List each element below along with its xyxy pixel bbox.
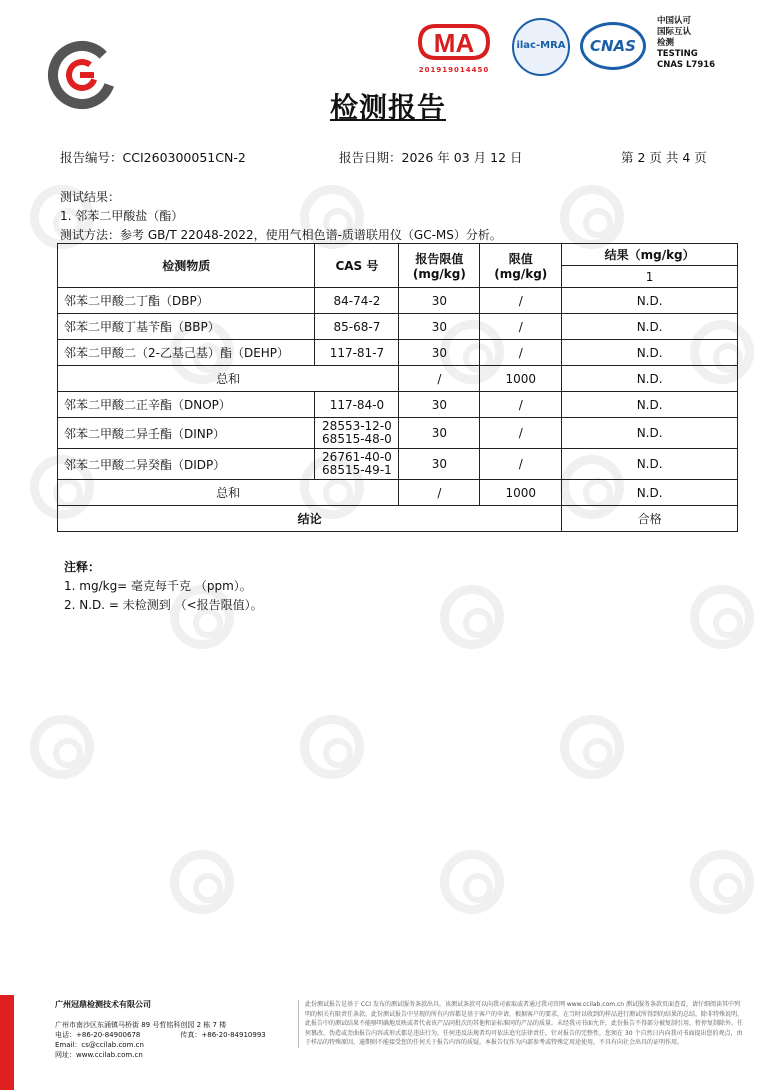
ma-cert-mark — [416, 22, 492, 72]
table-header-row — [58, 244, 738, 266]
table-row: 邻苯二甲酸二丁酯（DBP） 84-74-2 30 / N.D. — [58, 288, 738, 314]
footer-contact: 广州冠鼎检测技术有限公司 广州市南沙区东涌镇马桥街 89 号哲铭科创园 2 栋 7 楼 电话：+86-20-84900678 传真：+86-20-84910993 Email：cs@ccilab.com.cn 网址：www.ccilab.com.cn — [55, 1000, 266, 1059]
results-table — [57, 243, 738, 532]
report-number: 报告编号：CCI260300051CN-2 — [60, 150, 246, 165]
table-row: 邻苯二甲酸丁基苄酯（BBP） 85-68-7 30 / N.D. — [58, 314, 738, 340]
svg-text:MA: MA — [433, 28, 475, 58]
test-item: 1. 邻苯二甲酸盐（酯） — [60, 209, 184, 223]
table-row: 邻苯二甲酸二异壬酯（DINP） 28553-12-0 68515-48-0 30 / N.D. — [58, 418, 738, 449]
table-row: 邻苯二甲酸二（2-乙基己基）酯（DEHP） 117-81-7 30 / N.D. — [58, 340, 738, 366]
notes-title: 注释： — [64, 560, 101, 574]
header-limit: 限值 (mg/kg) — [480, 244, 562, 288]
page-title: 检测报告 — [329, 91, 446, 124]
header-reporting-limit: 报告限值 (mg/kg) — [399, 244, 480, 288]
note-2: 2. N.D. = 未检测到 （<报告限值）。 — [64, 598, 263, 612]
header-result: 结果（mg/kg） — [562, 244, 738, 266]
table-row: 邻苯二甲酸二正辛酯（DNOP） 117-84-0 30 / N.D. — [58, 392, 738, 418]
sum-row: 总和 / 1000 N.D. — [58, 366, 738, 392]
header-substance: 检测物质 — [58, 244, 315, 288]
footer-disclaimer: 此份测试报告是基于 CCI 发布的测试服务条款出具，该测试条款可以向我司索取或者通过我司官网 www.ccilab.com.cn 测试服务条款页面查看，请仔细阅读其中列明的相关有限责任条款。此份测试报告中呈现的所有内容都是基于客户的申请，根据客户的要求，在当时以收到的样品进行测试所得到的结果的总结，除非特殊说明，此报告中的测试结果不能够明确地反映或者代表该产品同批次的其他和证标准同的产品的质量。未经我司书面允许，此份报告不得部分被复制引用，暂停复制除外。任何篡改、伪造或歪曲报告内容或形式都是违法行为，任何违反法规者均可依法追究法律责任。针对报告的完整性，您须在 30 个自然日内向我司书面提出您的观点，由于样品的特殊原因，逾期则不能接受您的任何关于报告内容的质疑。本报告仅作为内部参考或特殊定用途使用，不具有向社会出具的证明作用。 — [298, 1000, 743, 1048]
footer-accent-bar — [0, 995, 14, 1090]
cnas-cert-text: 中国认可 国际互认 检测 TESTING CNAS L7916 — [657, 16, 716, 70]
test-method: 测试方法：参考 GB/T 22048-2022，使用气相色谱-质谱联用仪（GC-MS）分析。 — [60, 228, 502, 242]
cnas-mark: CNAS — [580, 22, 646, 70]
result-label: 测试结果： — [60, 190, 121, 204]
header-cas: CAS 号 — [315, 244, 399, 288]
header-result-no: 1 — [562, 266, 738, 288]
report-date: 报告日期：2026 年 03 月 12 日 — [339, 150, 523, 165]
note-1: 1. mg/kg= 毫克每千克 （ppm）。 — [64, 579, 252, 593]
ilac-mra-mark: ilac-MRA — [512, 18, 570, 76]
conclusion-row: 结论 合格 — [58, 506, 738, 532]
table-row: 邻苯二甲酸二异癸酯（DIDP） 26761-40-0 68515-49-1 30 / N.D. — [58, 449, 738, 480]
ma-code: 201919014450 — [418, 66, 490, 74]
sum-row: 总和 / 1000 N.D. — [58, 480, 738, 506]
page-info: 第 2 页 共 4 页 — [621, 150, 707, 165]
